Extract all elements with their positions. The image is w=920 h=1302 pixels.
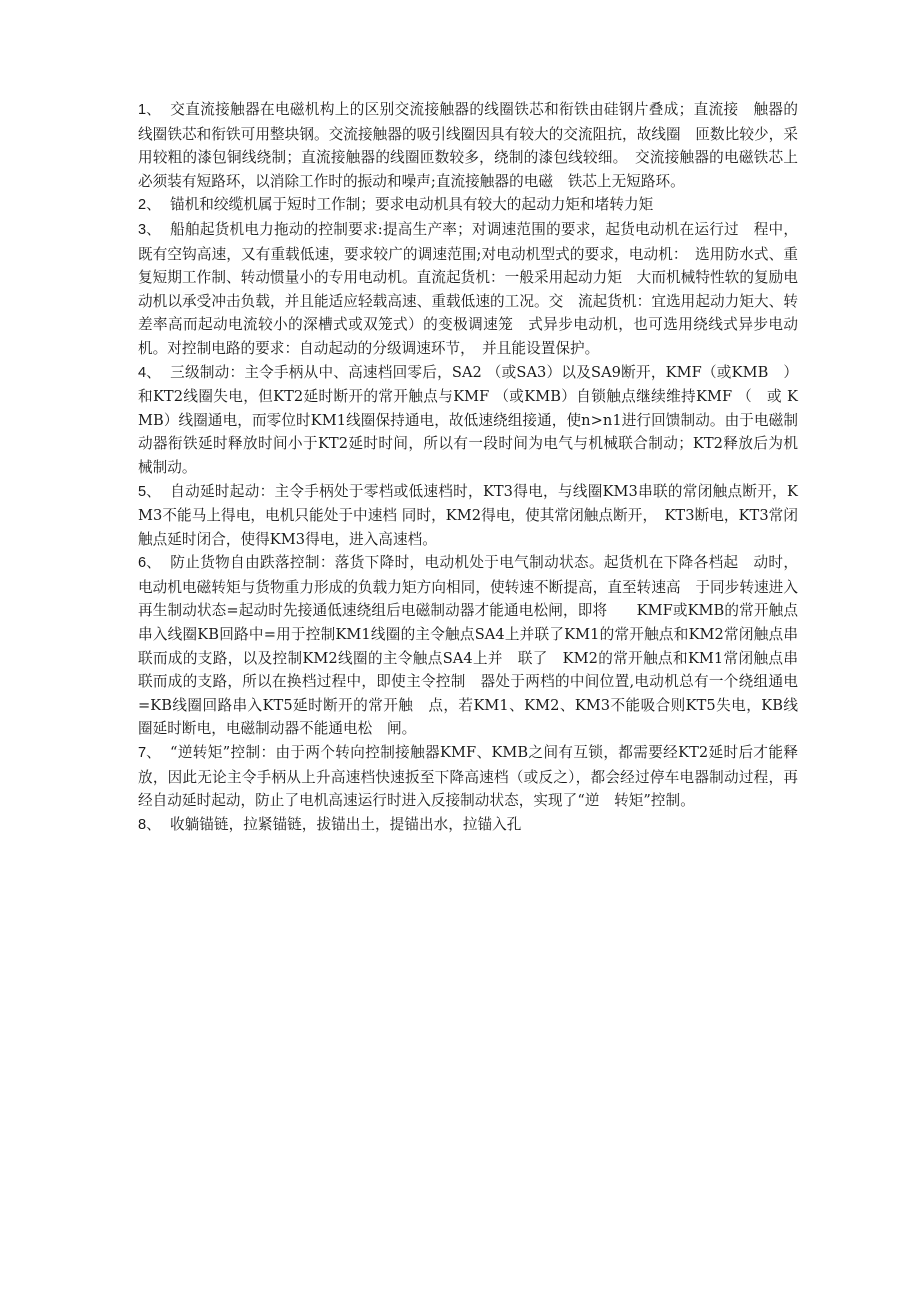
item-text: 三级制动：主令手柄从中、高速档回零后，SA2 （或SA3）以及SA9断开，KMF（或KMB ） 和KT2线圈失电，但KT2延时断开的常开触点与KMF （或KMB）自锁触点继续维持KMF （ 或 KMB）线圈通电，而零位时KM1线圈保持通电，故低速绕组接通，使n>n1进行回馈制动。由于电磁制动器衔铁延时释放时间小于KT2延时时间，所以有一段时间为电气与机械联合制动；KT2释放后为机械制动。	[138, 363, 798, 476]
item-text: “逆转矩”控制：由于两个转向控制接触器KMF、KMB之间有互锁，都需要经KT2延时后才能释放，因此无论主令手柄从上升高速档快速扳至下降高速档（或反之），都会经过停车电器制动过程，再经自动延时起动，防止了电机高速运行时进入反接制动状态，实现了“逆 转矩”控制。	[138, 744, 798, 810]
item-number: 6、	[138, 555, 161, 572]
item-text: 船舶起货机电力拖动的控制要求:提高生产率；对调速范围的要求，起货电动机在运行过 程中，既有空钩高速，又有重载低速，要求较广的调速范围;对电动机型式的要求，电动机： 选用防水式、重复短期工作制、转动惯量小的专用电动机。直流起货机：一般采用起动力矩 大而机械特性软的复励电动机以承受冲击负载，并且能适应轻载高速、重载低速的工况。交 流起货机：宜选用起动力矩大、转差率高而起动电流较小的深槽式或双笼式）的变极调速笼 式异步电动机，也可选用绕线式异步电动机。对控制电路的要求：自动起动的分级调速环节， 并且能设置保护。	[138, 220, 798, 357]
item-number: 8、	[138, 816, 161, 833]
item-number: 5、	[138, 483, 161, 500]
item-text: 收躺锚链，拉紧锚链，拔锚出土，提锚出水，拉锚入孔	[170, 815, 522, 833]
item-number: 2、	[138, 197, 161, 214]
paragraph-item-6	[138, 551, 798, 741]
item-text: 交直流接触器在电磁机构上的区别交流接触器的线圈铁芯和衔铁由硅钢片叠成；直流接 触器的线圈铁芯和衔铁可用整块钢。交流接触器的吸引线圈因具有较大的交流阻抗，故线圈 匝数比较少，采用较粗的漆包铜线绕制；直流接触器的线圈匝数较多，绕制的漆包线较细。 交流接触器的电磁铁芯上必须装有短路环，以消除工作时的振动和噪声;直流接触器的电磁 铁芯上无短路环。	[138, 101, 798, 190]
paragraph-item-3	[138, 218, 798, 361]
item-number: 3、	[138, 221, 161, 238]
item-text: 自动延时起动：主令手柄处于零档或低速档时，KT3得电，与线圈KM3串联的常闭触点断开，KM3不能马上得电，电机只能处于中速档 同时，KM2得电，使其常闭触点断开， KT3断电，KT3常闭触点延时闭合，使得KM3得电，进入高速档。	[138, 482, 798, 548]
paragraph-item-8	[138, 813, 798, 838]
item-number: 1、	[138, 102, 161, 118]
item-number: 4、	[138, 364, 161, 381]
paragraph-item-7	[138, 741, 798, 813]
item-text: 锚机和绞缆机属于短时工作制；要求电动机具有较大的起动力矩和堵转力矩	[170, 196, 654, 214]
item-number: 7、	[138, 745, 161, 762]
paragraph-item-4	[138, 361, 798, 480]
document-body	[138, 98, 798, 837]
paragraph-item-1	[138, 98, 798, 193]
paragraph-item-5	[138, 480, 798, 552]
paragraph-item-2	[138, 193, 798, 218]
item-text: 防止货物自由跌落控制：落货下降时，电动机处于电气制动状态。起货机在下降各档起 动时，电动机电磁转矩与货物重力形成的负载力矩方向相同，使转速不断提高，直至转速高 于同步转速进入再生制动状态=起动时先接通低速绕组后电磁制动器才能通电松闸，即将 KMF或KMB的常开触点串入线圈KB回路中=用于控制KM1线圈的主令触点SA4上并联了KM1的常开触点和KM2常闭触点串联而成的支路，以及控制KM2线圈的主令触点SA4上并 联了 KM2的常开触点和KM1常闭触点串联而成的支路，所以在换档过程中，即使主令控制 器处于两档的中间位置,电动机总有一个绕组通电=KB线圈回路串入KT5延时断开的常开触 点，若KM1、KM2、KM3不能吸合则KT5失电，KB线圈延时断电，电磁制动器不能通电松 闸。	[138, 554, 798, 738]
